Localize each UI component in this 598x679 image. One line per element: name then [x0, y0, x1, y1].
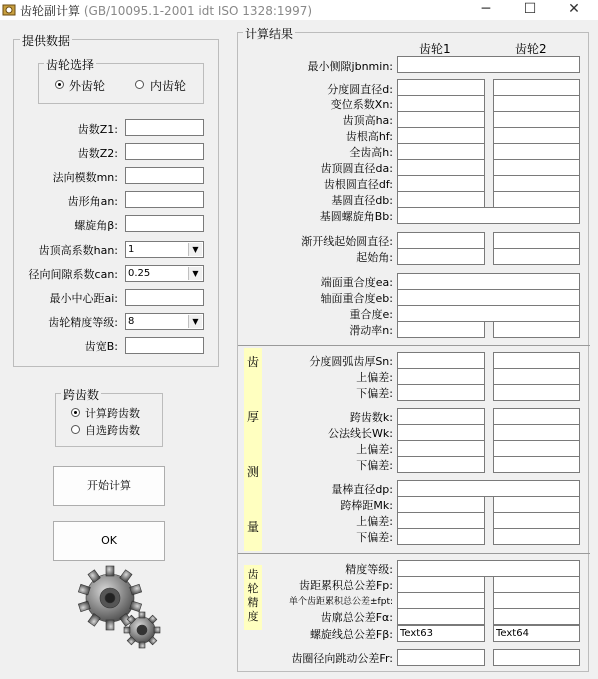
fpt2-output[interactable] [493, 592, 580, 609]
dp-output[interactable] [397, 480, 580, 497]
ha2-output[interactable] [493, 111, 580, 128]
calc-span-label: 计算跨齿数 [85, 407, 140, 420]
an-label: 齿形角an: [67, 195, 118, 208]
precision-grade-label: 精度等级: [345, 563, 393, 576]
sn-upper2-output[interactable] [493, 368, 580, 385]
sn2-output[interactable] [493, 352, 580, 369]
gear-select-title: 齿轮选择 [46, 58, 95, 72]
divider [238, 345, 590, 346]
gear1-header: 齿轮1 [419, 42, 451, 56]
fb1-output[interactable] [397, 625, 485, 642]
chevron-down-icon[interactable]: ▼ [188, 267, 202, 280]
hf-label: 齿根高hf: [345, 130, 393, 143]
beta-input[interactable] [125, 215, 204, 232]
calc-span-radio[interactable] [71, 408, 80, 417]
internal-gear-radio[interactable] [135, 80, 144, 89]
result-group-title: 计算结果 [245, 27, 294, 41]
chevron-down-icon[interactable]: ▼ [188, 243, 202, 256]
mk-upper1-output[interactable] [397, 512, 485, 529]
slide1-output[interactable] [397, 321, 485, 338]
fpt-label: 单个齿距累积总公差±fpt: [289, 597, 393, 607]
gear2-header: 齿轮2 [515, 42, 547, 56]
mn-input[interactable] [125, 167, 204, 184]
e-label: 重合度e: [349, 308, 393, 321]
ok-button[interactable]: OK [53, 521, 165, 561]
window-title: 齿轮副计算 (GB/10095.1-2001 idt ISO 1328:1997) [20, 4, 313, 18]
z2-label: 齿数Z2: [77, 147, 118, 160]
h-label: 全齿高h: [349, 146, 393, 159]
fpt1-output[interactable] [397, 592, 485, 609]
start-angle2-output[interactable] [493, 248, 580, 265]
mn-label: 法向模数mn: [52, 171, 118, 184]
mk-label: 跨棒距Mk: [340, 499, 393, 512]
d2-output[interactable] [493, 79, 580, 96]
sn-upper-label: 上偏差: [356, 371, 393, 384]
bb-label: 基圆螺旋角Bb: [319, 210, 393, 223]
h2-output[interactable] [493, 143, 580, 160]
width-input[interactable] [125, 337, 204, 354]
ea-output[interactable] [397, 273, 580, 290]
start-angle1-output[interactable] [397, 248, 485, 265]
start-calc-button[interactable]: 开始计算 [53, 466, 165, 506]
mk-upper2-output[interactable] [493, 512, 580, 529]
fb-label: 螺旋线总公差Fβ: [309, 628, 393, 641]
wk-upper-label: 上偏差: [356, 443, 393, 456]
close-button[interactable]: ✕ [568, 1, 580, 17]
fb2-value: Text64 [496, 628, 529, 639]
chevron-down-icon[interactable]: ▼ [188, 315, 202, 328]
external-gear-radio[interactable] [55, 80, 64, 89]
span-group-title: 跨齿数 [63, 388, 100, 402]
slide2-output[interactable] [493, 321, 580, 338]
wk-label: 公法线长Wk: [328, 427, 393, 440]
involute1-output[interactable] [397, 232, 485, 249]
han-combo[interactable] [125, 241, 204, 258]
xn-label: 变位系数Xn: [330, 98, 393, 111]
involute2-output[interactable] [493, 232, 580, 249]
fp-label: 齿距累积总公差Fp: [298, 579, 393, 592]
sn-lower1-output[interactable] [397, 384, 485, 401]
sn-label: 分度圆弧齿厚Sn: [309, 355, 393, 368]
width-label: 齿宽B: [84, 340, 118, 353]
fr2-output[interactable] [493, 649, 580, 666]
involute-label: 渐开线起始圆直径: [301, 235, 393, 248]
fb2-output[interactable] [493, 625, 580, 642]
d1-output[interactable] [397, 79, 485, 96]
beta-label: 螺旋角β: [74, 219, 118, 232]
fr-label: 齿圈径向跳动公差Fr: [291, 652, 393, 665]
hf1-output[interactable] [397, 127, 485, 144]
fa2-output[interactable] [493, 608, 580, 625]
title-bar [0, 0, 598, 20]
df1-output[interactable] [397, 175, 485, 192]
ea-label: 端面重合度ea: [320, 276, 393, 289]
sn1-output[interactable] [397, 352, 485, 369]
slide-label: 滑动率n: [349, 324, 393, 337]
z2-input[interactable] [125, 143, 204, 160]
da-label: 齿顶圆直径da: [320, 162, 393, 175]
fb1-value: Text63 [400, 628, 433, 639]
xn1-output[interactable] [397, 95, 485, 112]
precision-section-label: 齿 轮 精 度 [244, 565, 262, 630]
input-group-title: 提供数据 [22, 34, 71, 48]
h1-output[interactable] [397, 143, 485, 160]
internal-gear-label: 内齿轮 [150, 79, 187, 93]
bb-output[interactable] [397, 207, 580, 224]
can-combo[interactable] [125, 265, 204, 282]
wk-lower-label: 下偏差: [356, 459, 393, 472]
mk-lower1-output[interactable] [397, 528, 485, 545]
wk-lower1-output[interactable] [397, 456, 485, 473]
han-label: 齿顶高系数han: [38, 244, 118, 257]
wk1-output[interactable] [397, 424, 485, 441]
db-label: 基圆直径db: [331, 194, 393, 207]
can-value: 0.25 [128, 268, 151, 279]
minimize-button[interactable]: ─ [481, 1, 491, 17]
gears-icon [76, 562, 162, 650]
precision-grade-output[interactable] [397, 560, 580, 577]
z1-input[interactable] [125, 119, 204, 136]
wk-upper2-output[interactable] [493, 440, 580, 457]
fr1-output[interactable] [397, 649, 485, 666]
custom-span-radio[interactable] [71, 425, 80, 434]
k1-output[interactable] [397, 408, 485, 425]
dp-label: 量棒直径dp: [331, 483, 393, 496]
jbnmin-output[interactable] [397, 56, 580, 73]
jbnmin-label: 最小侧隙jbnmin: [307, 60, 393, 73]
mk1-output[interactable] [397, 496, 485, 513]
d-label: 分度圆直径d: [327, 83, 393, 96]
sn-lower2-output[interactable] [493, 384, 580, 401]
fa-label: 齿廓总公差Fα: [320, 611, 393, 624]
mk-upper-label: 上偏差: [356, 515, 393, 528]
k-label: 跨齿数k: [349, 411, 393, 424]
db1-output[interactable] [397, 191, 485, 208]
df-label: 齿根圆直径df: [323, 178, 393, 191]
ha1-output[interactable] [397, 111, 485, 128]
wk-upper1-output[interactable] [397, 440, 485, 457]
han-value: 1 [128, 244, 135, 255]
fp2-output[interactable] [493, 576, 580, 593]
an-input[interactable] [125, 191, 204, 208]
can-label: 径向间隙系数can: [28, 268, 118, 281]
fa1-output[interactable] [397, 608, 485, 625]
maximize-button[interactable]: ☐ [523, 1, 537, 17]
eb-label: 轴面重合度eb: [320, 292, 393, 305]
wk-lower2-output[interactable] [493, 456, 580, 473]
thickness-section-label: 齿 厚 测 量 [244, 348, 262, 551]
ai-label: 最小中心距ai: [49, 292, 118, 305]
divider [238, 553, 590, 554]
sn-upper1-output[interactable] [397, 368, 485, 385]
da2-output[interactable] [493, 159, 580, 176]
hf2-output[interactable] [493, 127, 580, 144]
mk-lower2-output[interactable] [493, 528, 580, 545]
mk-lower-label: 下偏差: [356, 531, 393, 544]
start-angle-label: 起始角: [356, 251, 393, 264]
grade-value: 8 [128, 316, 135, 327]
external-gear-label: 外齿轮 [69, 79, 106, 93]
z1-label: 齿数Z1: [77, 123, 118, 136]
custom-span-label: 自选跨齿数 [85, 424, 140, 437]
ha-label: 齿顶高ha: [342, 114, 393, 127]
gear-app-icon [2, 3, 16, 16]
xn2-output[interactable] [493, 95, 580, 112]
k2-output[interactable] [493, 408, 580, 425]
wk2-output[interactable] [493, 424, 580, 441]
ai-input[interactable] [125, 289, 204, 306]
db2-output[interactable] [493, 191, 580, 208]
e-output[interactable] [397, 305, 580, 322]
grade-label: 齿轮精度等级: [48, 316, 118, 329]
fp1-output[interactable] [397, 576, 485, 593]
sn-lower-label: 下偏差: [356, 387, 393, 400]
df2-output[interactable] [493, 175, 580, 192]
mk2-output[interactable] [493, 496, 580, 513]
eb-output[interactable] [397, 289, 580, 306]
grade-combo[interactable] [125, 313, 204, 330]
da1-output[interactable] [397, 159, 485, 176]
